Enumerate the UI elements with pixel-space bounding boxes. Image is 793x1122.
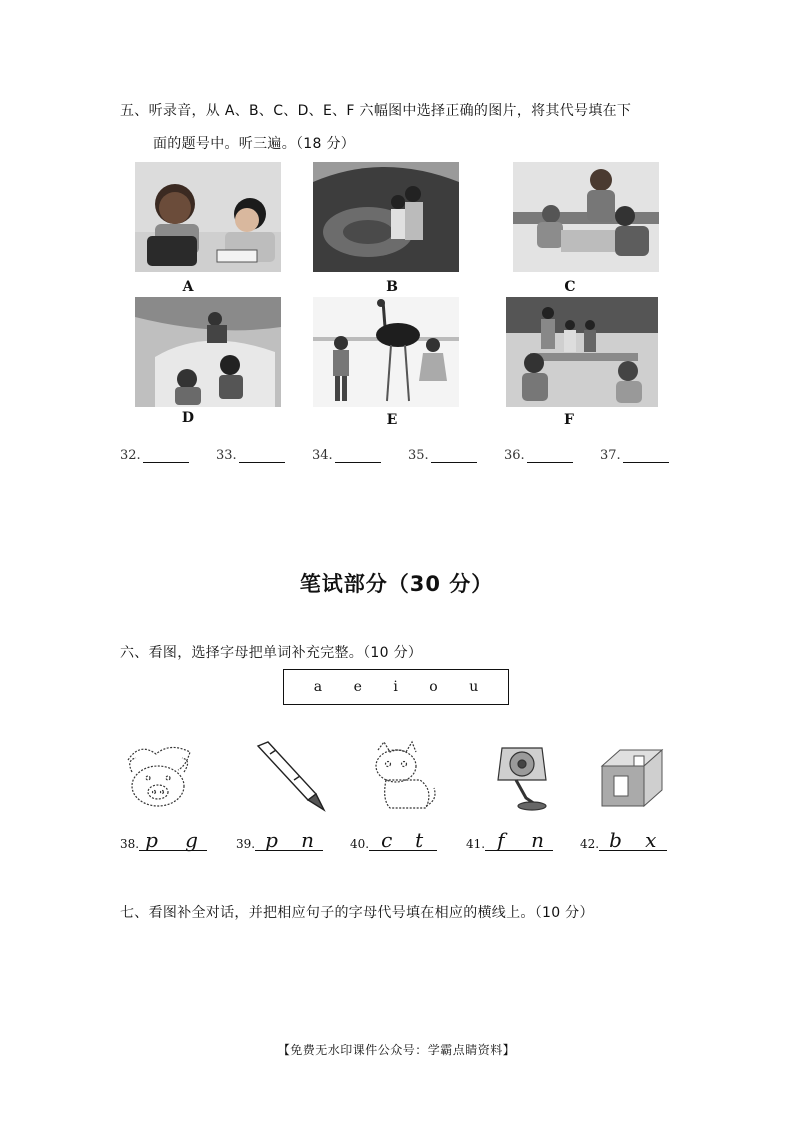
- answer-35: 35.: [408, 448, 477, 463]
- letter-choice: a: [313, 679, 323, 695]
- section6-title: 六、看图，选择字母把单词补充完整。（10 分）: [120, 645, 423, 661]
- letter-choice: u: [469, 679, 479, 695]
- pen-icon: [250, 740, 330, 812]
- word-blank-41[interactable]: f n: [485, 830, 553, 851]
- box-icon: [596, 740, 676, 812]
- word-item-38: 38. p g: [120, 830, 207, 851]
- boy-with-schoolbag-icon: [135, 162, 281, 272]
- picture-a: [135, 162, 281, 272]
- picture-label-d: D: [181, 410, 195, 426]
- answer-blank[interactable]: [527, 448, 573, 463]
- word-item-42: 42. b x: [580, 830, 667, 851]
- answer-blank[interactable]: [431, 448, 477, 463]
- pig-icon: [120, 740, 200, 812]
- picture-f: [506, 297, 658, 407]
- picture-label-a: A: [182, 279, 194, 295]
- picture-d: [135, 297, 281, 407]
- children-on-stage-icon: [506, 297, 658, 407]
- letter-choice-box: [283, 669, 509, 705]
- written-part-title: 笔试部分（30 分）: [299, 572, 494, 596]
- word-blank-40[interactable]: c t: [369, 830, 437, 851]
- answer-34: 34.: [312, 448, 381, 463]
- letter-choice: e: [353, 679, 362, 695]
- word-item-40: 40. c t: [350, 830, 437, 851]
- aquarium-visitors-icon: [313, 162, 459, 272]
- picture-label-e: E: [386, 412, 398, 428]
- answer-blank[interactable]: [143, 448, 189, 463]
- picture-c: [513, 162, 659, 272]
- footer-note: 【免费无水印课件公众号：学霸点睛资料】: [277, 1043, 516, 1057]
- section5-title-line1: 五、听录音，从 A、B、C、D、E、F 六幅图中选择正确的图片，将其代号填在下: [120, 103, 632, 119]
- answer-36: 36.: [504, 448, 573, 463]
- fan-icon: [486, 740, 566, 812]
- picture-e: [313, 297, 459, 407]
- letter-choice: o: [429, 679, 438, 695]
- word-blank-38[interactable]: p g: [139, 830, 207, 851]
- word-blank-39[interactable]: p n: [255, 830, 323, 851]
- word-item-39: 39. p n: [236, 830, 323, 851]
- cat-icon: [368, 740, 448, 812]
- letter-choice: i: [393, 679, 398, 695]
- answer-37: 37.: [600, 448, 669, 463]
- word-item-41: 41. f n: [466, 830, 553, 851]
- children-at-park-icon: [135, 297, 281, 407]
- answer-32: 32.: [120, 448, 189, 463]
- picture-b: [313, 162, 459, 272]
- family-at-table-icon: [513, 162, 659, 272]
- picture-label-f: F: [564, 412, 574, 428]
- answer-blank[interactable]: [239, 448, 285, 463]
- picture-label-c: C: [564, 279, 576, 295]
- section5-title-line2: 面的题号中。听三遍。（18 分）: [153, 136, 356, 152]
- answer-blank[interactable]: [335, 448, 381, 463]
- answer-33: 33.: [216, 448, 285, 463]
- section7-title: 七、看图补全对话，并把相应句子的字母代号填在相应的横线上。（10 分）: [120, 905, 594, 921]
- word-blank-42[interactable]: b x: [599, 830, 667, 851]
- answer-blank[interactable]: [623, 448, 669, 463]
- ostrich-at-zoo-icon: [313, 297, 459, 407]
- picture-label-b: B: [386, 279, 398, 295]
